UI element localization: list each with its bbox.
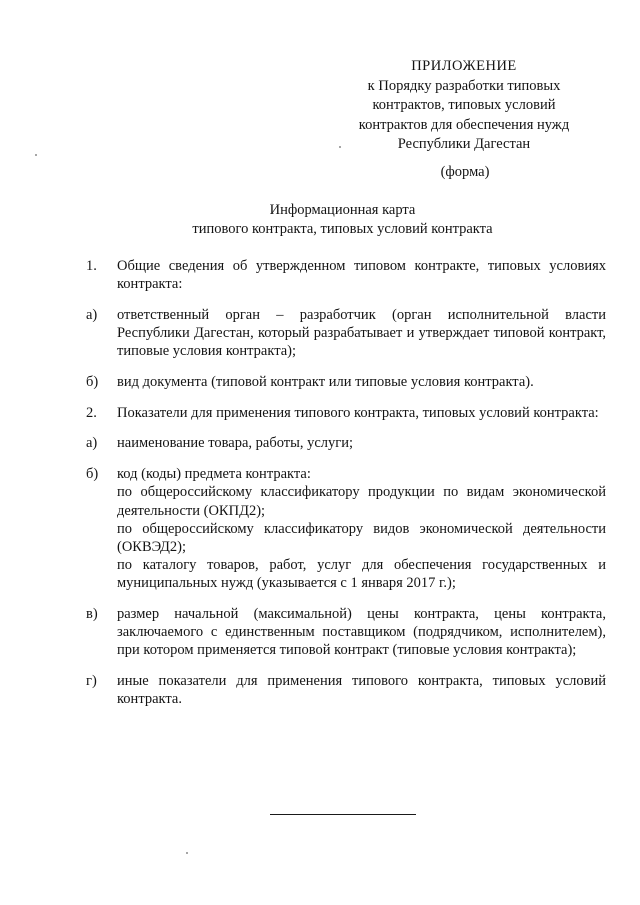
annex-line: Республики Дагестан — [397, 136, 531, 152]
item-line: по общероссийскому классификатору продукции по видам экономической деятельности (ОКПД2); — [117, 484, 606, 519]
document-title-line: Информационная карта — [269, 202, 416, 218]
list-item — [86, 306, 606, 361]
item-text: вид документа (типовой контракт или типовые условия контракта). — [117, 374, 534, 391]
scan-speck — [35, 154, 37, 156]
item-text: размер начальной (максимальной) цены контракта, цены контракта, заключаемого с единственным поставщиком (подрядчиком, исполнителем), при котором применяется типовой контракт (типовые условия контракта); — [117, 606, 606, 659]
list-item — [86, 672, 606, 708]
item-text: Показатели для применения типового контракта, типовых условий контракта: — [117, 404, 599, 421]
item-marker: б) — [86, 374, 99, 391]
closing-rule — [270, 814, 416, 815]
annex-title: ПРИЛОЖЕНИЕ — [411, 58, 517, 74]
list-item — [86, 404, 606, 422]
item-line: код (коды) предмета контракта: — [117, 466, 311, 483]
scan-speck — [339, 146, 341, 148]
item-text — [117, 465, 606, 592]
item-line: по общероссийскому классификатору видов экономической деятельности (ОКВЭД2); — [117, 520, 606, 555]
document-title — [150, 201, 535, 238]
scan-speck — [186, 852, 188, 854]
annex-header — [340, 57, 588, 155]
annex-line: контрактов для обеспечения нужд — [358, 116, 570, 133]
list-item — [86, 257, 606, 293]
item-text: ответственный орган – разработчик (орган исполнительной власти Республики Дагестан, который разрабатывает и утверждает типовой контракт, типовые условия контракта); — [117, 306, 606, 360]
annex-line: к Порядку разработки типовых — [367, 77, 561, 94]
item-marker: г) — [86, 673, 97, 690]
item-marker: 1. — [86, 258, 97, 274]
item-text: наименование товара, работы, услуги; — [117, 435, 354, 452]
list-item — [86, 373, 606, 391]
form-label: (форма) — [440, 164, 490, 180]
item-text: иные показатели для применения типового контракта, типовых условий контракта. — [117, 673, 606, 708]
list-item — [86, 434, 606, 452]
list-item — [86, 605, 606, 660]
item-marker: б) — [86, 466, 99, 483]
items-list — [86, 257, 606, 721]
item-marker: а) — [86, 435, 98, 452]
item-line: по каталогу товаров, работ, услуг для обеспечения государственных и муниципальных нужд (указывается с 1 января 2017 г.); — [117, 557, 606, 592]
document-title-line: типового контракта, типовых условий контракта — [192, 220, 493, 237]
item-text: Общие сведения об утвержденном типовом контракте, типовых условиях контракта: — [117, 258, 606, 293]
item-marker: в) — [86, 606, 98, 623]
item-marker: а) — [86, 306, 98, 323]
item-marker: 2. — [86, 404, 97, 421]
list-item — [86, 465, 606, 592]
annex-line: контрактов, типовых условий — [372, 97, 556, 113]
